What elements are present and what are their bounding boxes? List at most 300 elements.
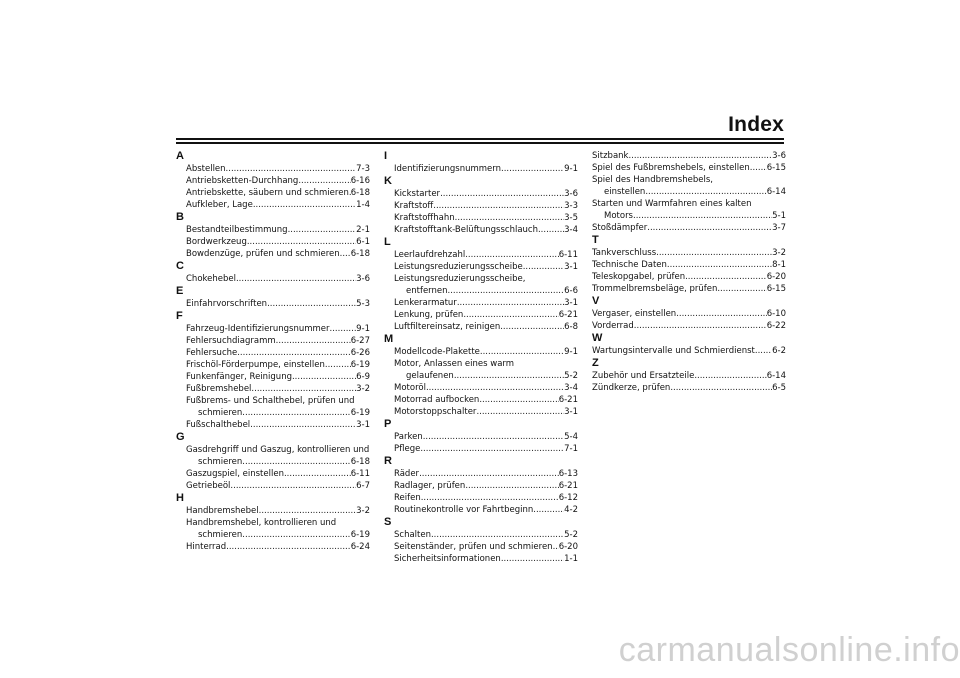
index-entry-text: Stoßdämpfer (592, 223, 648, 233)
index-entry-text: Fußbrems- und Schalthebel, prüfen und (186, 396, 355, 406)
dot-leader (463, 309, 558, 321)
index-entry-text: Aufkleber, Lage (186, 200, 253, 210)
index-entry-line (384, 261, 578, 273)
index-page-number: 6-20 (766, 272, 786, 282)
index-entry (176, 480, 370, 492)
index-entry (384, 358, 578, 382)
index-entry-line (176, 505, 370, 517)
index-entry-text: Trommelbremsbeläge, prüfen (592, 284, 718, 294)
index-entry (176, 199, 370, 211)
index-entry-text: Motoröl (394, 383, 426, 393)
index-entry (384, 249, 578, 261)
index-entry (592, 174, 786, 198)
index-entry (176, 383, 370, 395)
dot-leader (276, 335, 351, 347)
index-entry-line (176, 359, 370, 371)
index-entry-text: Vorderrad (592, 321, 634, 331)
index-entry (592, 150, 786, 162)
index-entry-line (176, 273, 370, 285)
index-group (384, 175, 578, 236)
index-page-number: 5-2 (564, 530, 578, 540)
index-page-number: 6-9 (356, 372, 370, 382)
index-entry (592, 247, 786, 259)
index-letter-heading: G (176, 431, 185, 443)
dot-leader (250, 419, 356, 431)
index-entry-text: Antriebsketten-Durchhang (186, 176, 299, 186)
index-entry-text: Tankverschluss (592, 248, 657, 258)
dot-leader (633, 210, 772, 222)
index-letter-heading: F (176, 310, 183, 322)
index-entry-text: Zündkerze, prüfen (592, 383, 671, 393)
dot-leader (479, 394, 558, 406)
index-entry (176, 517, 370, 541)
index-entry-text: Frischöl-Förderpumpe, einstellen (186, 360, 325, 370)
index-entry-line (384, 468, 578, 480)
index-entry-line (592, 259, 786, 271)
index-entry (384, 188, 578, 200)
index-letter-heading: I (384, 150, 388, 162)
index-page-number: 3-2 (356, 384, 370, 394)
index-entry-line (384, 188, 578, 200)
index-page-number: 6-2 (772, 346, 786, 356)
index-page-number: 6-19 (350, 408, 370, 418)
index-page-number: 3-5 (564, 213, 578, 223)
index-group (592, 332, 786, 357)
index-page-number: 9-1 (564, 347, 578, 357)
index-entry (176, 468, 370, 480)
index-entry (176, 224, 370, 236)
index-page-number: 6-21 (558, 310, 578, 320)
index-entry-text: Bowdenzüge, prüfen und schmieren (186, 249, 340, 259)
index-group (384, 150, 578, 175)
dot-leader (421, 492, 559, 504)
dot-leader (242, 529, 350, 541)
index-column-1 (176, 150, 370, 553)
dot-leader (670, 382, 772, 394)
dot-leader (440, 188, 564, 200)
dot-leader (340, 248, 351, 260)
index-entry (176, 335, 370, 347)
index-entry-text: Identifizierungsnummern (394, 164, 502, 174)
index-entry-text: Spiel des Fußbremshebels, einstellen (592, 163, 750, 173)
index-group (176, 492, 370, 553)
index-entry-text: Räder (394, 469, 420, 479)
index-entry-text: schmieren (198, 530, 243, 540)
index-page-number: 6-18 (350, 249, 370, 259)
index-entry (592, 382, 786, 394)
index-entry (384, 309, 578, 321)
index-group (384, 418, 578, 455)
dot-leader (420, 443, 564, 455)
dot-leader (433, 200, 564, 212)
index-group (592, 234, 786, 295)
index-entry-text: Technische Daten (592, 260, 667, 270)
index-entry (176, 541, 370, 553)
index-page-number: 6-20 (558, 542, 578, 552)
index-entry-text: Bordwerkzeug (186, 237, 247, 247)
index-entry (384, 321, 578, 333)
index-entry-text: Kraftstoffhahn (394, 213, 455, 223)
index-entry-line (592, 370, 786, 382)
index-page-number: 6-24 (350, 542, 370, 552)
index-entry-line (384, 249, 578, 261)
dot-leader (284, 468, 351, 480)
index-entry-text: Reifen (394, 493, 421, 503)
index-entry (176, 359, 370, 371)
index-page-number: 6-21 (558, 395, 578, 405)
index-entry-line (592, 150, 786, 162)
index-entry-line (176, 480, 370, 492)
index-entry-text: Motor, Anlassen eines warm (394, 359, 515, 369)
index-entry (176, 298, 370, 310)
index-entry (384, 504, 578, 516)
index-page-number: 5-3 (356, 299, 370, 309)
dot-leader (330, 323, 357, 335)
index-entry-text: Abstellen (186, 164, 226, 174)
index-letter-heading: M (384, 333, 394, 345)
dot-leader (226, 163, 357, 175)
index-entry (176, 419, 370, 431)
dot-leader (717, 283, 766, 295)
index-entry (384, 273, 578, 297)
index-entry (592, 259, 786, 271)
index-page-number: 3-2 (772, 248, 786, 258)
dot-leader (457, 297, 564, 309)
index-entry-text: Gaszugspiel, einstellen (186, 469, 284, 479)
index-entry-line (176, 335, 370, 347)
index-entry (384, 529, 578, 541)
index-entry-line (384, 321, 578, 333)
index-page-number: 3-1 (564, 298, 578, 308)
index-page-number: 6-16 (350, 176, 370, 186)
index-entry (176, 347, 370, 359)
dot-leader (288, 224, 357, 236)
index-entry (384, 443, 578, 455)
dot-leader (750, 162, 767, 174)
index-page-number: 6-13 (558, 469, 578, 479)
index-letter-heading: P (384, 418, 392, 430)
index-page-number: 9-1 (564, 164, 578, 174)
index-page-number: 7-1 (564, 444, 578, 454)
dot-leader (247, 236, 356, 248)
dot-leader (423, 431, 564, 443)
index-entry (176, 395, 370, 419)
index-entry (384, 261, 578, 273)
dot-leader (236, 273, 356, 285)
index-page-number: 3-4 (564, 225, 578, 235)
index-entry-line (384, 431, 578, 443)
index-entry (592, 308, 786, 320)
index-page-number: 5-1 (772, 211, 786, 221)
index-entry-line (592, 162, 786, 174)
index-entry-line (176, 371, 370, 383)
index-entry-line (384, 285, 578, 297)
index-page-number: 3-1 (356, 420, 370, 430)
index-entry-text: Motorstoppschalter (394, 407, 477, 417)
index-entry (384, 382, 578, 394)
index-entry-line (592, 382, 786, 394)
index-entry-line (176, 323, 370, 335)
dot-leader (480, 346, 564, 358)
index-entry-text: Routinekontrolle vor Fahrtbeginn (394, 505, 534, 515)
index-entry-line (384, 224, 578, 236)
index-letter-heading: S (384, 516, 392, 528)
header-rule-top (176, 138, 784, 140)
index-entry (384, 553, 578, 565)
index-entry (384, 163, 578, 175)
dot-leader (230, 480, 356, 492)
index-entry-text: Pflege (394, 444, 421, 454)
dot-leader (523, 261, 564, 273)
index-entry-line (592, 210, 786, 222)
index-letter-heading: L (384, 236, 391, 248)
index-group (384, 455, 578, 516)
index-group (592, 295, 786, 332)
index-entry-text: Zubehör und Ersatzteile (592, 371, 695, 381)
index-page-number: 3-1 (564, 407, 578, 417)
index-page-number: 5-2 (564, 371, 578, 381)
index-entry-text: Fußbremshebel (186, 384, 252, 394)
index-entry (592, 345, 786, 357)
index-entry-text: schmieren (198, 408, 243, 418)
index-entry-line (384, 163, 578, 175)
index-letter-heading: H (176, 492, 184, 504)
index-page-number: 6-5 (772, 383, 786, 393)
index-page-number: 6-19 (350, 360, 370, 370)
index-entry-line (384, 346, 578, 358)
index-entry-text: Modellcode-Plakette (394, 347, 480, 357)
index-letter-heading: V (592, 295, 600, 307)
dot-leader (448, 285, 565, 297)
index-page-number: 4-2 (564, 505, 578, 515)
index-entry-text: Starten und Warmfahren eines kalten (592, 199, 752, 209)
dot-leader (267, 298, 356, 310)
index-entry (384, 212, 578, 224)
index-entry-text: Kraftstoff (394, 201, 434, 211)
index-page-number: 3-6 (772, 151, 786, 161)
dot-leader (500, 321, 564, 333)
index-entry (384, 480, 578, 492)
index-page-number: 1-1 (564, 554, 578, 564)
index-entry-text: Wartungsintervalle und Schmierdienst (592, 346, 755, 356)
dot-leader (656, 247, 772, 259)
dot-leader (259, 505, 356, 517)
index-entry-text: Leerlaufdrehzahl (394, 250, 466, 260)
index-entry (176, 236, 370, 248)
index-entry-line (176, 383, 370, 395)
index-entry-text: Getriebeöl (186, 481, 231, 491)
index-entry-line (176, 248, 370, 260)
dot-leader (628, 150, 772, 162)
index-entry-text: Einfahrvorschriften (186, 299, 268, 309)
index-entry-text: Sicherheitsinformationen (394, 554, 501, 564)
index-entry-line (592, 283, 786, 295)
index-entry (592, 222, 786, 234)
index-group (592, 357, 786, 394)
index-entry-text: Seitenständer, prüfen und schmieren (394, 542, 553, 552)
index-group (176, 211, 370, 260)
index-letter-heading: E (176, 285, 184, 297)
index-entry-line (592, 247, 786, 259)
index-column-3 (592, 150, 786, 394)
index-entry (384, 431, 578, 443)
index-entry-line (384, 541, 578, 553)
index-page-number: 8-1 (772, 260, 786, 270)
index-page-number: 3-6 (356, 274, 370, 284)
index-group (176, 150, 370, 211)
dot-leader (455, 212, 564, 224)
index-entry-text: Chokehebel (186, 274, 236, 284)
index-entry (592, 320, 786, 332)
index-entry (176, 163, 370, 175)
index-group (176, 285, 370, 310)
index-entry-line (592, 320, 786, 332)
index-entry (384, 468, 578, 480)
index-page-number: 6-18 (350, 457, 370, 467)
index-page-number: 6-18 (350, 188, 370, 198)
index-entry-line (384, 492, 578, 504)
dot-leader (325, 359, 351, 371)
index-entry (384, 492, 578, 504)
index-entry-text: Handbremshebel, kontrollieren und (186, 518, 337, 528)
index-entry (592, 271, 786, 283)
index-group (176, 310, 370, 431)
dot-leader (426, 382, 564, 394)
header-rule-bottom (176, 142, 784, 144)
index-entry-line (176, 199, 370, 211)
index-page-number: 6-7 (356, 481, 370, 491)
index-entry (592, 370, 786, 382)
index-entry-line (384, 553, 578, 565)
dot-leader (419, 468, 559, 480)
index-page-number: 6-21 (558, 481, 578, 491)
index-entry-text: Bestandteilbestimmung (186, 225, 288, 235)
dot-leader (533, 504, 564, 516)
index-page-number: 6-14 (766, 187, 786, 197)
index-page-number: 6-15 (766, 284, 786, 294)
index-entry-line (176, 187, 370, 199)
index-group (592, 150, 786, 234)
index-entry (384, 224, 578, 236)
index-entry-text: Kraftstofftank-Belüftungsschlauch (394, 225, 538, 235)
index-entry (384, 297, 578, 309)
index-entry-text: Lenkerarmatur (394, 298, 457, 308)
index-page-number: 3-7 (772, 223, 786, 233)
dot-leader (647, 222, 772, 234)
index-entry-text: Parken (394, 432, 423, 442)
index-group (384, 516, 578, 565)
dot-leader (676, 308, 767, 320)
index-entry-line (176, 407, 370, 419)
index-entry-line (176, 541, 370, 553)
index-entry (384, 394, 578, 406)
index-entry-line (176, 456, 370, 468)
dot-leader (226, 541, 351, 553)
index-page-number: 5-4 (564, 432, 578, 442)
index-entry-line (176, 347, 370, 359)
index-page-number: 1-4 (356, 200, 370, 210)
index-entry-line (592, 308, 786, 320)
index-page-number: 6-10 (766, 309, 786, 319)
dot-leader (242, 407, 350, 419)
watermark: carmanualsonline.info (618, 631, 960, 669)
index-entry-text: Fehlersuchdiagramm (186, 336, 276, 346)
index-page-number: 3-6 (564, 189, 578, 199)
index-entry-text: Fahrzeug-Identifizierungsnummer (186, 324, 330, 334)
index-entry-text: Leistungsreduzierungsscheibe, (394, 274, 526, 284)
index-entry (384, 406, 578, 418)
index-entry-line (384, 200, 578, 212)
index-entry-line (384, 394, 578, 406)
dot-leader (454, 370, 564, 382)
index-letter-heading: Z (592, 357, 599, 369)
index-entry-line (384, 309, 578, 321)
index-entry-text: Vergaser, einstellen (592, 309, 677, 319)
index-entry-text: Fußschalthebel (186, 420, 251, 430)
dot-leader (253, 199, 356, 211)
index-page-number: 6-8 (564, 322, 578, 332)
index-group (384, 236, 578, 333)
index-letter-heading: R (384, 455, 392, 467)
index-entry-line (176, 419, 370, 431)
index-entry-line (176, 175, 370, 187)
index-entry-line (384, 297, 578, 309)
index-entry (176, 323, 370, 335)
page-title: Index (728, 113, 784, 136)
dot-leader (645, 186, 766, 198)
index-entry-text: schmieren (198, 457, 243, 467)
index-entry-line (384, 504, 578, 516)
index-page-number: 6-26 (350, 348, 370, 358)
index-letter-heading: T (592, 234, 599, 246)
index-letter-heading: C (176, 260, 184, 272)
dot-leader (298, 175, 350, 187)
index-entry (176, 175, 370, 187)
index-entry-line (176, 163, 370, 175)
index-entry-text: Radlager, prüfen (394, 481, 466, 491)
index-entry-text: Funkenfänger, Reinigung (186, 372, 292, 382)
index-entry-line (384, 480, 578, 492)
dot-leader (694, 370, 766, 382)
dot-leader (538, 224, 564, 236)
index-letter-heading: B (176, 211, 184, 223)
index-entry-text: Motorrad aufbocken (394, 395, 480, 405)
dot-leader (465, 249, 558, 261)
index-page-number: 2-1 (356, 225, 370, 235)
dot-leader (501, 553, 564, 565)
index-entry (592, 283, 786, 295)
index-entry-text: Leistungsreduzierungsscheibe (394, 262, 523, 272)
dot-leader (251, 383, 356, 395)
index-page-number: 7-3 (356, 164, 370, 174)
index-entry-line (384, 212, 578, 224)
dot-leader (242, 456, 350, 468)
index-entry-text: Kickstarter (394, 189, 441, 199)
index-entry-text: Spiel des Handbremshebels, (592, 175, 713, 185)
index-entry-text: Schalten (394, 530, 431, 540)
index-entry-line (176, 529, 370, 541)
index-page-number: 6-1 (356, 237, 370, 247)
index-entry (592, 162, 786, 174)
index-entry (176, 505, 370, 517)
index-entry-line (176, 298, 370, 310)
index-entry (176, 371, 370, 383)
index-entry-text: gelaufenen (406, 371, 454, 381)
index-entry-text: einstellen (604, 187, 646, 197)
index-group (176, 431, 370, 492)
index-page-number: 6-11 (350, 469, 370, 479)
dot-leader (237, 347, 350, 359)
